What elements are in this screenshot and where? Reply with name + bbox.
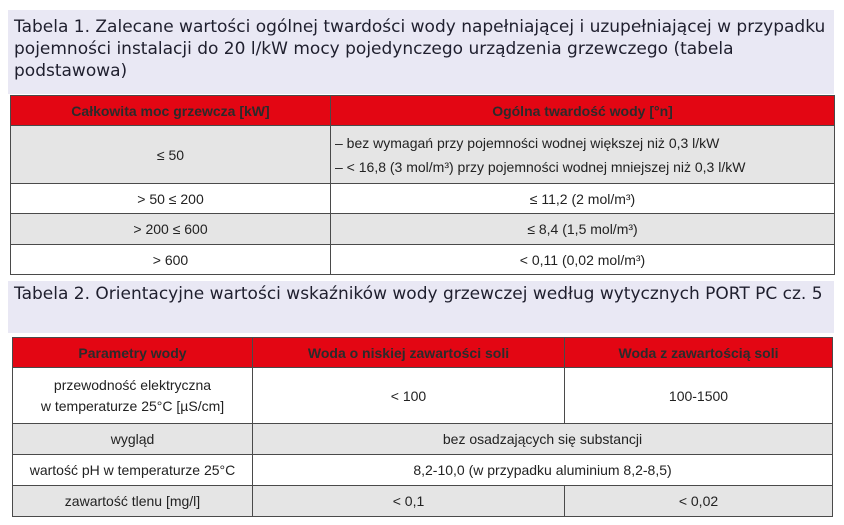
table-row — [13, 368, 833, 424]
low-salt-cell: < 0,1 — [253, 486, 565, 517]
merged-value-cell: 8,2-10,0 (w przypadku aluminium 8,2-8,5) — [253, 455, 833, 486]
power-cell: > 50 ≤ 200 — [11, 184, 331, 214]
hardness-cell: < 0,11 (0,02 mol/m³) — [331, 245, 835, 275]
table-row — [13, 455, 833, 486]
parameter-cell: wartość pH w temperaturze 25°C — [13, 455, 253, 486]
header-cell: Ogólna twardość wody [°n] — [331, 96, 835, 126]
table1-caption: Tabela 1. Zalecane wartości ogólnej twardości wody napełniającej i uzupełniającej w przypadku pojemności instalacji do 20 l/kW mocy pojedynczego urządzenia grzewczego (tabela podstawowa) — [8, 10, 834, 94]
header-cell: Woda o niskiej zawartości soli — [253, 338, 565, 368]
table-header-row — [13, 338, 833, 368]
hardness-table — [10, 95, 835, 275]
table-row — [11, 184, 835, 214]
table-row — [13, 424, 833, 455]
merged-value-cell: bez osadzających się substancji — [253, 424, 833, 455]
table-header-row — [11, 96, 835, 126]
hardness-line: – < 16,8 (3 mol/m³) przy pojemności wodnej mniejszej niż 0,3 l/kW — [335, 158, 746, 175]
header-cell: Całkowita moc grzewcza [kW] — [11, 96, 331, 126]
table-row — [13, 486, 833, 517]
header-cell: Parametry wody — [13, 338, 253, 368]
parameter-cell: wygląd — [13, 424, 253, 455]
low-salt-cell: < 100 — [253, 368, 565, 424]
parameter-cell — [13, 368, 253, 424]
power-cell: > 200 ≤ 600 — [11, 214, 331, 245]
table-row — [11, 245, 835, 275]
salt-cell: < 0,02 — [565, 486, 833, 517]
power-cell: > 600 — [11, 245, 331, 275]
table2-caption: Tabela 2. Orientacyjne wartości wskaźników wody grzewczej według wytycznych PORT PC cz. 5 — [8, 281, 834, 333]
parameter-line: przewodność elektryczna — [53, 376, 212, 393]
power-cell: ≤ 50 — [11, 126, 331, 184]
hardness-line: – bez wymagań przy pojemności wodnej większej niż 0,3 l/kW — [335, 134, 720, 151]
salt-cell: 100-1500 — [565, 368, 833, 424]
hardness-cell: ≤ 11,2 (2 mol/m³) — [331, 184, 835, 214]
hardness-cell: ≤ 8,4 (1,5 mol/m³) — [331, 214, 835, 245]
table-row — [11, 126, 835, 184]
table-row — [11, 214, 835, 245]
parameter-line: w temperaturze 25°C [µS/cm] — [40, 397, 225, 414]
water-parameters-table — [12, 337, 833, 517]
parameter-cell: zawartość tlenu [mg/l] — [13, 486, 253, 517]
hardness-cell — [331, 126, 835, 184]
header-cell: Woda z zawartością soli — [565, 338, 833, 368]
